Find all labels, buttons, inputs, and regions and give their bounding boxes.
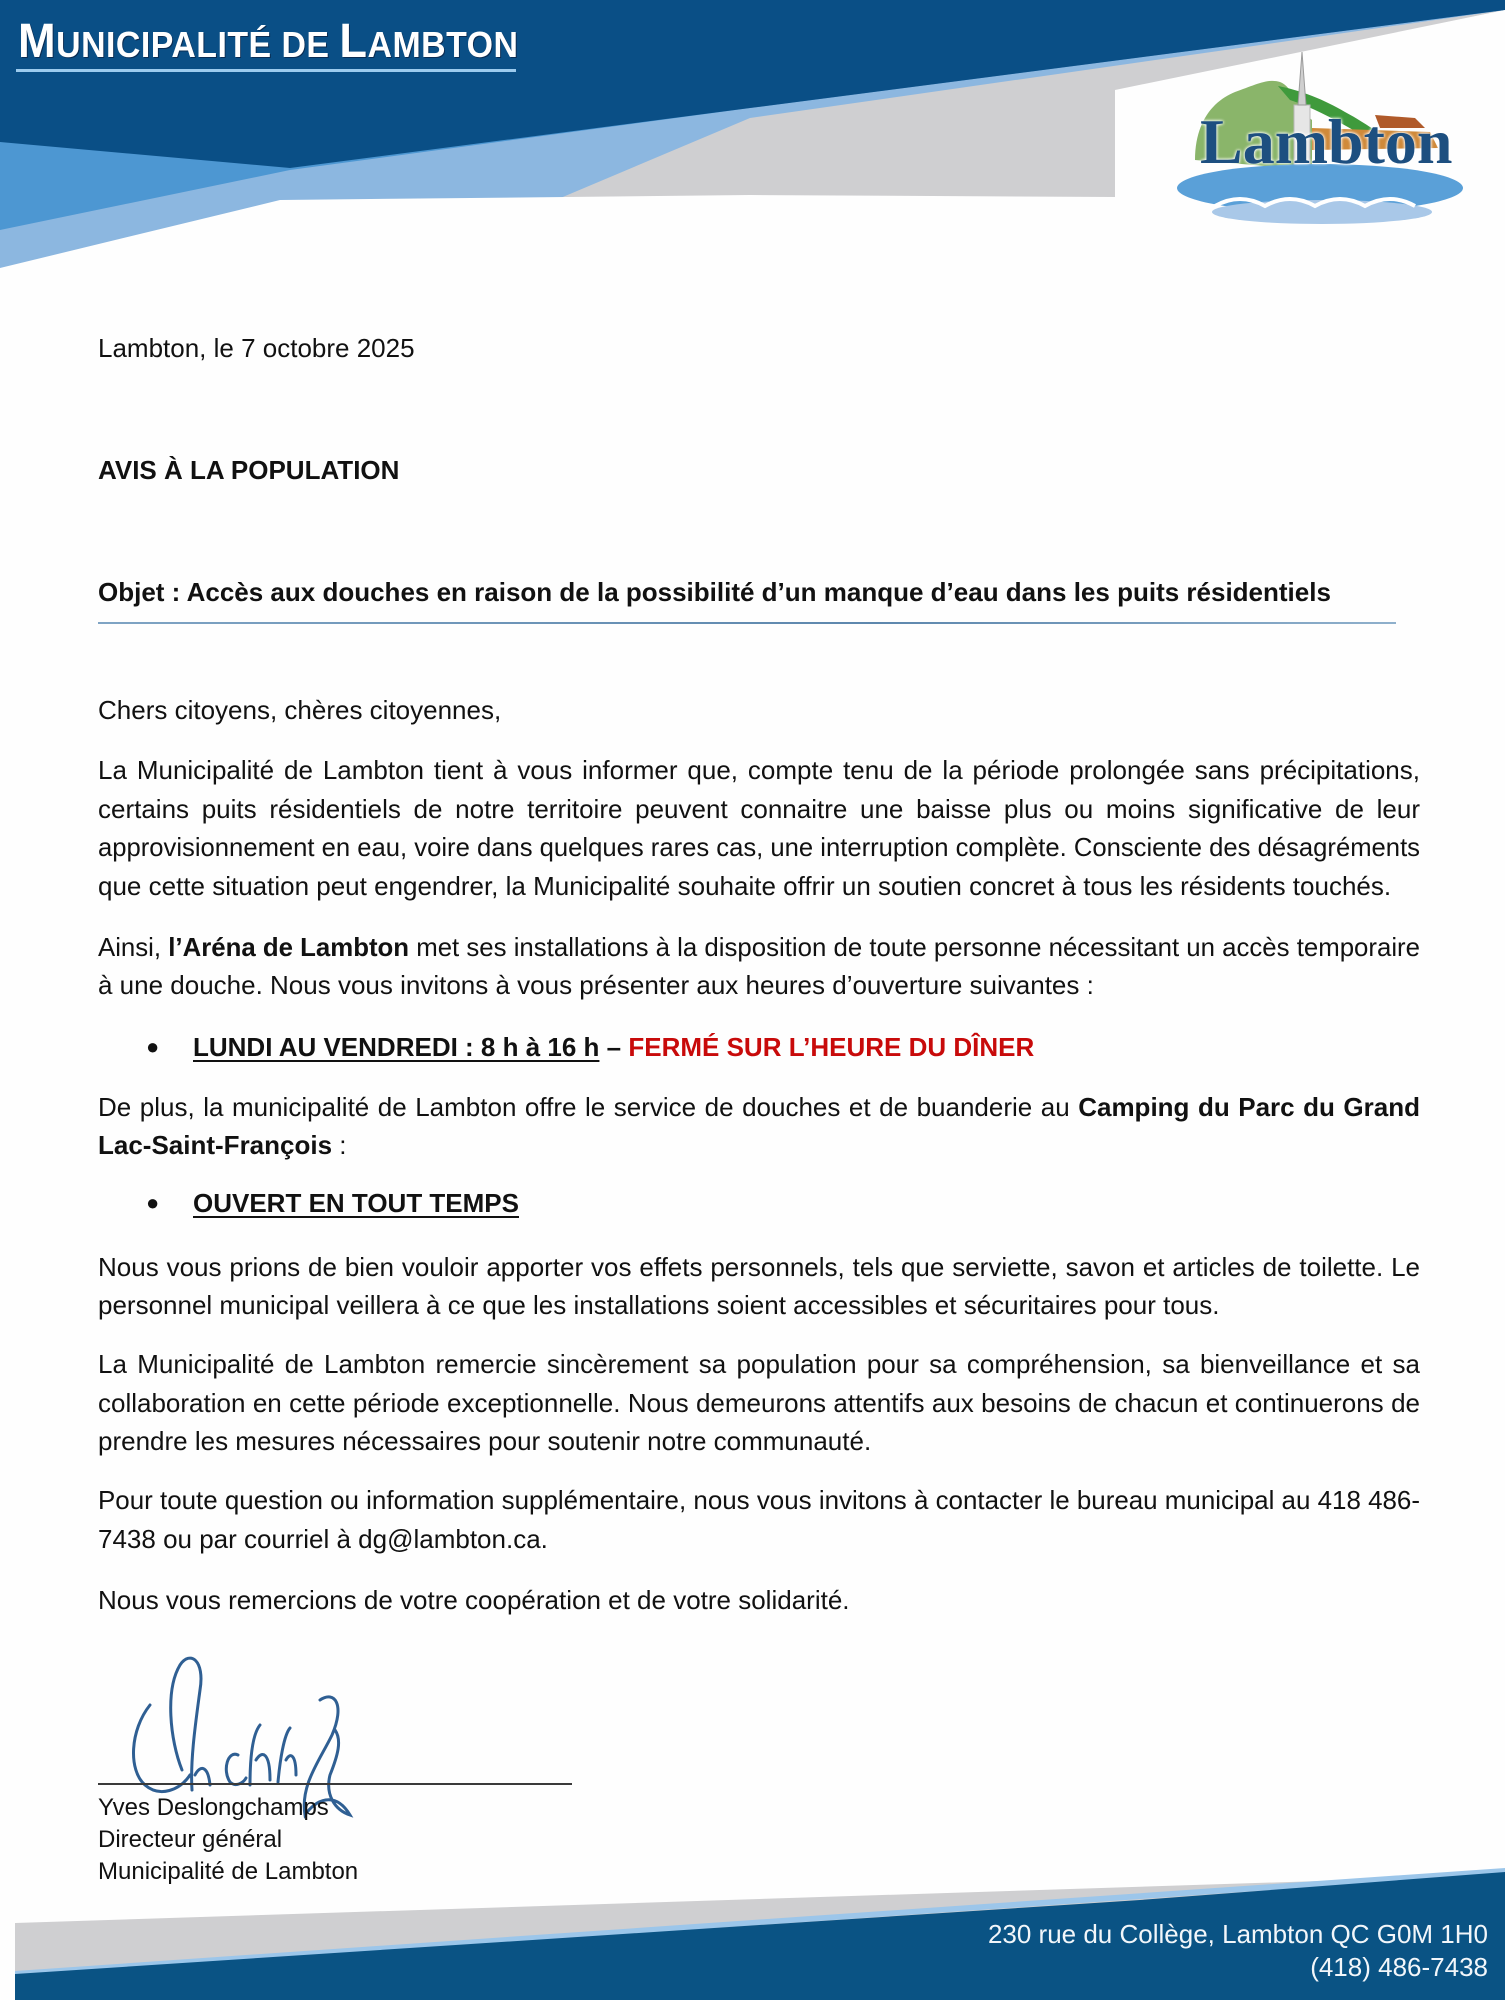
- signature-line: [98, 1783, 572, 1785]
- paragraph-4-line: personnel municipal veillera à ce que les installations soient accessibles et sécuritaires pour tous.: [98, 1290, 1220, 1320]
- paragraph-1-line: que cette situation peut engendrer, la Municipalité souhaite offrir un soutien concret à tous les résidents touchés.: [98, 871, 1392, 901]
- camping-name-cont: Lac-Saint-François: [98, 1130, 333, 1160]
- paragraph-1-line: approvisionnement en eau, voire dans quelques rares cas, une interruption complète. Consciente des désagréments: [98, 832, 1420, 862]
- header-title-initial-l: L: [339, 15, 368, 68]
- paragraph-3-text: De plus, la municipalité de Lambton offre le service de douches et de buanderie au: [98, 1092, 1079, 1122]
- paragraph-3-line-1: [98, 1092, 1420, 1122]
- footer-phone: (418) 486-7438: [1310, 1952, 1488, 1982]
- paragraph-3-text: :: [332, 1130, 347, 1160]
- signatory-title: Directeur général: [98, 1826, 283, 1853]
- notice-title: AVIS À LA POPULATION: [98, 455, 400, 485]
- closing-line: Nous vous remercions de votre coopération et de votre solidarité.: [98, 1585, 850, 1615]
- paragraph-5-line: La Municipalité de Lambton remercie sincèrement sa population pour sa compréhension, sa bienveillance et sa: [98, 1349, 1420, 1379]
- header-title-part: UNICIPALITÉ DE: [56, 24, 340, 65]
- paragraph-5-line: prendre les mesures nécessaires pour soutenir notre communauté.: [98, 1426, 872, 1456]
- signatory-organization: Municipalité de Lambton: [98, 1858, 359, 1885]
- header-title-underline: [16, 69, 516, 72]
- paragraph-6-line: 7438 ou par courriel à dg@lambton.ca.: [98, 1524, 548, 1554]
- paragraph-6-line: Pour toute question ou information supplémentaire, nous vous invitons à contacter le bureau municipal au 418 486-: [98, 1485, 1420, 1515]
- signature-stroke: [134, 1658, 210, 1791]
- paragraph-2-text: Ainsi,: [98, 932, 169, 962]
- paragraph-2-line-1: [98, 932, 1420, 962]
- signature-stroke: [226, 1725, 296, 1785]
- footer-address: 230 rue du Collège, Lambton QC G0M 1H0: [987, 1919, 1488, 1949]
- paragraph-1-line: certains puits résidentiels de notre territoire peuvent connaitre une baisse plus ou moins significative de leur: [98, 794, 1420, 824]
- paragraph-4-line: Nous vous prions de bien vouloir apporter vos effets personnels, tels que serviette, savon et articles de toilette. Le: [98, 1252, 1420, 1282]
- header-title-initial-m: M: [18, 15, 57, 68]
- bullet-1-text: [193, 1032, 1034, 1062]
- arena-name: l’Aréna de Lambton: [168, 932, 410, 962]
- camping-schedule: OUVERT EN TOUT TEMPS: [193, 1188, 519, 1218]
- subject-divider: [98, 622, 1396, 624]
- signatory-name: Yves Deslongchamps: [98, 1794, 329, 1821]
- header-title-part-2: AMBTON: [367, 24, 519, 65]
- paragraph-3-line-2: [98, 1130, 347, 1160]
- paragraph-2-text: met ses installations à la disposition de toute personne nécessitant un accès temporaire: [409, 932, 1420, 962]
- municipality-header-title: [18, 14, 518, 69]
- paragraph-1-line: La Municipalité de Lambton tient à vous informer que, compte tenu de la période prolongée sans précipitations,: [98, 755, 1420, 785]
- lunch-closure-warning: FERMÉ SUR L’HEURE DU DÎNER: [628, 1032, 1035, 1062]
- bullet-icon: ●: [146, 1190, 160, 1215]
- salutation: Chers citoyens, chères citoyennes,: [98, 695, 502, 725]
- logo-wordmark: Lambton: [1200, 106, 1453, 177]
- paragraph-2-line-2: à une douche. Nous vous invitons à vous présenter aux heures d’ouverture suivantes :: [98, 970, 1094, 1000]
- subject-line: Objet : Accès aux douches en raison de la possibilité d’un manque d’eau dans les puits résidentiels: [98, 577, 1331, 607]
- paragraph-5-line: collaboration en cette période exceptionnelle. Nous demeurons attentifs aux besoins de chacun et continuerons de: [98, 1388, 1420, 1418]
- letter-date: Lambton, le 7 octobre 2025: [98, 333, 415, 363]
- arena-schedule: LUNDI AU VENDREDI : 8 h à 16 h: [193, 1032, 600, 1062]
- camping-name: Camping du Parc du Grand: [1078, 1092, 1420, 1122]
- bullet-icon: ●: [146, 1034, 160, 1059]
- schedule-separator: –: [599, 1032, 629, 1062]
